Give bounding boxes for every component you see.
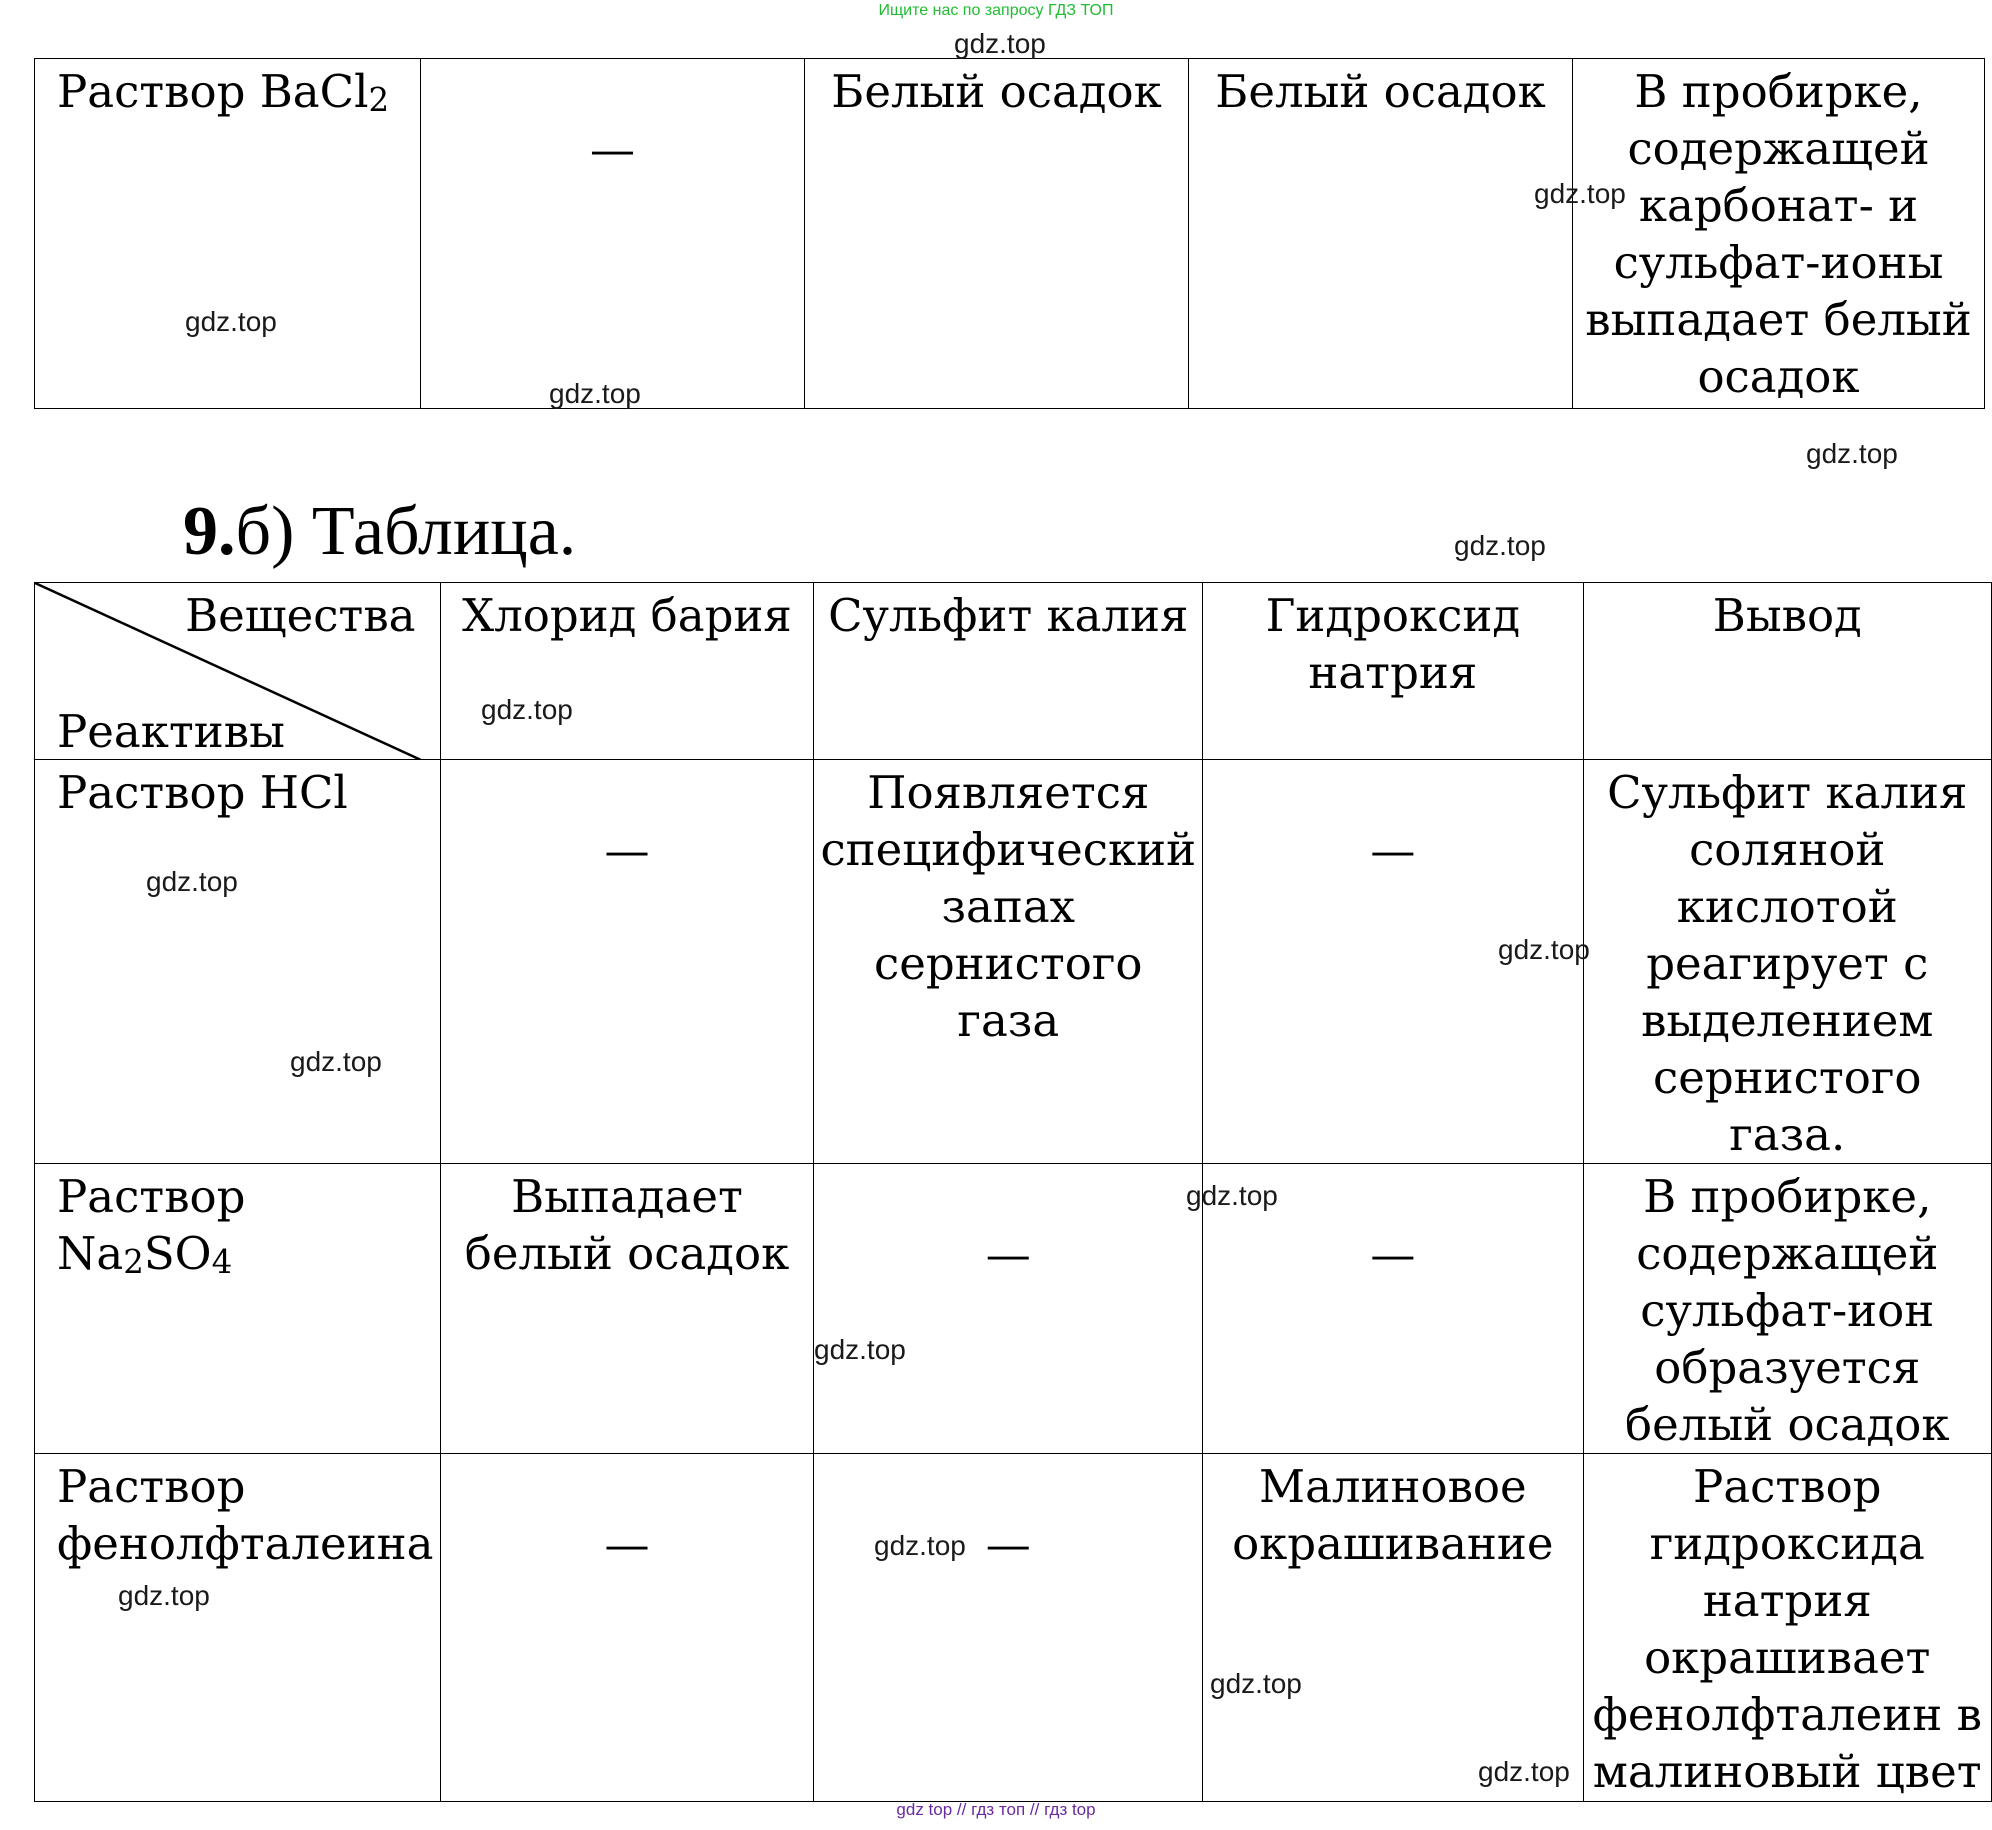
reagent-cell: Раствор HCl	[35, 760, 441, 1164]
footer-watermark: gdz top // гдз топ // гдз top	[896, 1800, 1096, 1819]
conclusion-cell: Раствор гидроксида натрия окрашивает фенолфталеин в малиновый цвет	[1583, 1454, 1991, 1802]
reagent-cell: Раствор $Na_2SO_4$	[35, 1164, 441, 1454]
watermark-text: gdz.top	[290, 1046, 382, 1077]
result-cell: —	[1203, 760, 1583, 1164]
result-cell: Белый осадок	[1189, 59, 1573, 409]
watermark-text: gdz.top	[1534, 178, 1626, 209]
result-cell: —	[814, 1164, 1203, 1454]
reagent-cell: Раствор BaCl$_2$	[35, 59, 421, 409]
watermark-text: gdz.top	[1210, 1668, 1302, 1699]
watermark-text: gdz.top	[1806, 438, 1898, 469]
result-cell: —	[440, 1454, 814, 1802]
column-header: Хлорид бария	[440, 583, 814, 760]
watermark-text: gdz.top	[549, 378, 641, 409]
table-row	[35, 1164, 1992, 1454]
watermark-text: gdz.top	[481, 694, 573, 725]
watermark-text: gdz.top	[118, 1580, 210, 1611]
column-header: Гидроксид натрия	[1203, 583, 1583, 760]
watermark-text: gdz.top	[814, 1334, 906, 1365]
table-row	[35, 760, 1992, 1164]
watermark-text: gdz.top	[874, 1530, 966, 1561]
watermark-text: gdz.top	[954, 28, 1046, 59]
column-header: Сульфит калия	[814, 583, 1203, 760]
result-cell: —	[421, 59, 805, 409]
result-cell: —	[440, 760, 814, 1164]
watermark-text: gdz.top	[185, 306, 277, 337]
conclusion-cell: В пробирке, содержащей карбонат- и сульфат-ионы выпадает белый осадок	[1573, 59, 1985, 409]
result-cell: Белый осадок	[805, 59, 1189, 409]
result-cell: —	[814, 1454, 1203, 1802]
watermark-text: gdz.top	[1498, 934, 1590, 965]
reagent-cell: Раствор фенолфталеина	[35, 1454, 441, 1802]
corner-label-substances: Вещества	[185, 589, 416, 642]
section-heading: 9.б) Таблица.	[183, 493, 577, 570]
table-row	[35, 59, 1985, 409]
top-search-note: Ищите нас по запросу ГДЗ ТОП	[878, 2, 1114, 19]
column-header: Вывод	[1583, 583, 1991, 760]
result-cell: Малиновое окрашивание	[1203, 1454, 1583, 1802]
corner-header-cell	[35, 583, 441, 760]
watermark-text: gdz.top	[1454, 530, 1546, 561]
watermark-text: gdz.top	[1478, 1756, 1570, 1787]
corner-label-reagents: Реактивы	[57, 705, 285, 758]
result-cell: —	[1203, 1164, 1583, 1454]
table-2	[34, 582, 1992, 1802]
result-cell: Выпадает белый осадок	[440, 1164, 814, 1454]
table-row	[35, 1454, 1992, 1802]
conclusion-cell: В пробирке, содержащей сульфат-ион образуется белый осадок	[1583, 1164, 1991, 1454]
table-1	[34, 58, 1985, 409]
header-row	[35, 583, 1992, 760]
watermark-text: gdz.top	[146, 866, 238, 897]
watermark-text: gdz.top	[1186, 1180, 1278, 1211]
conclusion-cell: Сульфит калия соляной кислотой реагирует с выделением сернистого газа.	[1583, 760, 1991, 1164]
result-cell: Появляется специфический запах сернистого газа	[814, 760, 1203, 1164]
